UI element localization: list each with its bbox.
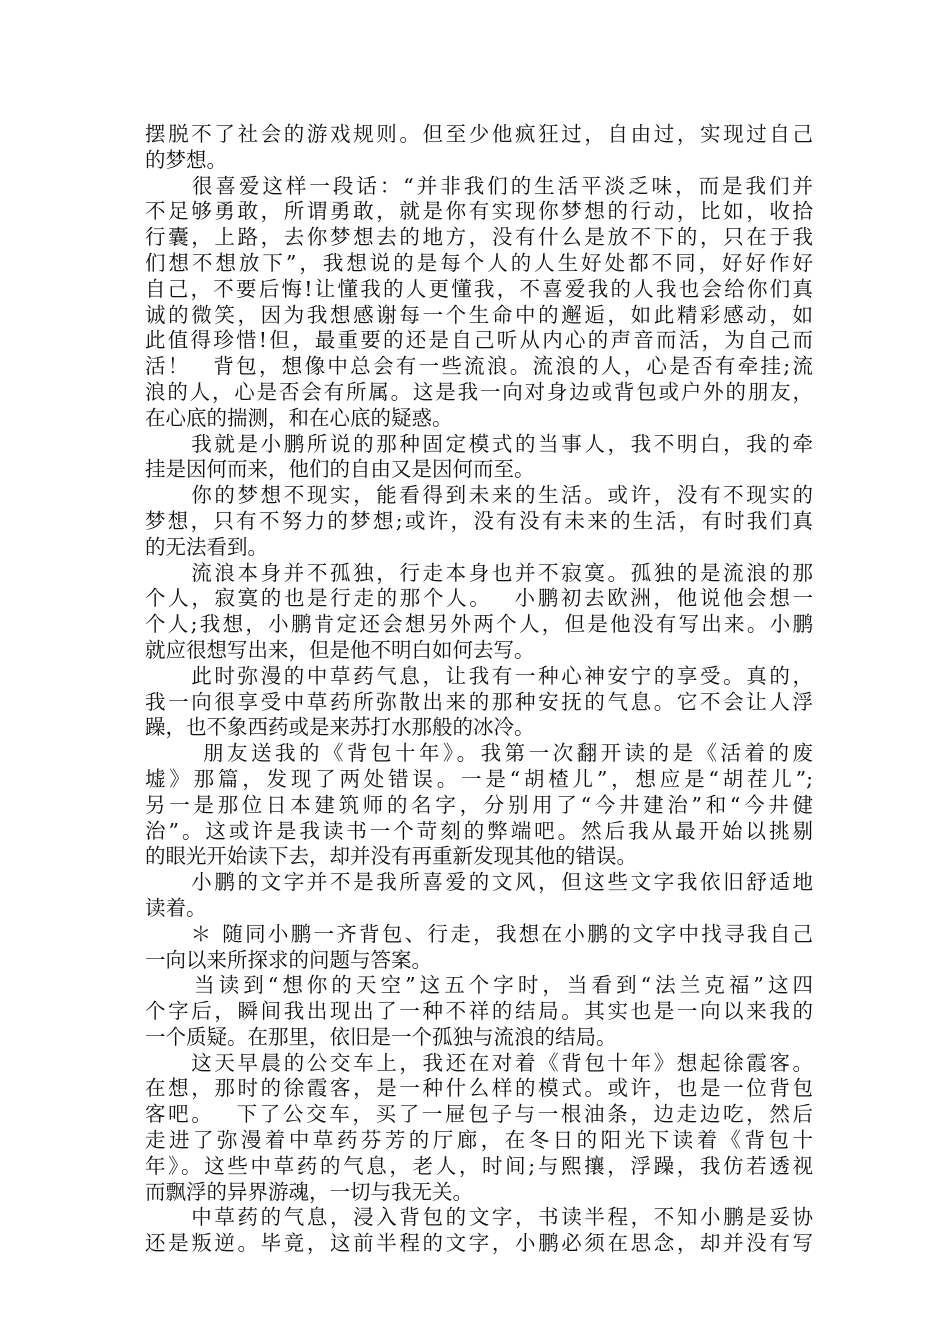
text-line: 浪的人，心是否会有所属。这是我一向对身边或背包或户外的朋友， [145,379,813,404]
text-line: 摆脱不了社会的游戏规则。但至少他疯狂过，自由过，实现过自己 [145,122,813,146]
text-line: 而飘浮的异界游魂，一切与我无关。 [145,1179,473,1204]
text-line: 小鹏的文字并不是我所喜爱的文风，但这些文字我依旧舒适地 [145,870,813,895]
text-line: 治”。这或许是我读书一个苛刻的弊端吧。然后我从最开始以挑剔 [145,818,813,843]
text-line: 个字后，瞬间我出现出了一种不祥的结局。其实也是一向以来我的 [145,999,813,1024]
text-line: 很喜爱这样一段话：“并非我们的生活平淡乏味，而是我们并 [145,173,813,198]
text-line: 在想，那时的徐霞客，是一种什么样的模式。或许，也是一位背包 [145,1076,813,1101]
text-line: 的梦想。 [145,147,227,172]
text-line: 挂是因何而来，他们的自由又是因何而至。 [145,457,535,482]
text-line: 一向以来所探求的问题与答案。 [145,947,432,972]
text-line: 不足够勇敢，所谓勇敢，就是你有实现你梦想的行动，比如，收拾 [145,199,813,224]
text-line: 的眼光开始读下去，却并没有再重新发现其他的错误。 [145,844,637,869]
text-line: 我一向很享受中草药所弥散出来的那种安抚的气息。它不会让人浮 [145,689,813,714]
text-line: 墟》那篇，发现了两处错误。一是“胡楂儿”，想应是“胡茬儿”; [145,766,813,791]
text-line: 读着。 [145,895,207,920]
text-line: 还是叛逆。毕竟，这前半程的文字，小鹏必须在思念，却并没有写 [145,1231,813,1256]
text-line: 当读到“想你的天空”这五个字时，当看到“法兰克福”这四 [145,973,813,998]
text-line: 躁，也不象西药或是来苏打水那般的冰冷。 [145,715,535,740]
text-line: 诚的微笑，因为我想感谢每一个生命中的邂逅，如此精彩感动，如 [145,302,813,327]
text-line: 此时弥漫的中草药气息，让我有一种心神安宁的享受。真的， [145,663,813,688]
text-line: 流浪本身并不孤独，行走本身也并不寂寞。孤独的是流浪的那 [145,560,813,585]
text-line: 就应很想写出来，但是他不明白如何去写。 [145,637,535,662]
text-line: ＊ 随同小鹏一齐背包、行走，我想在小鹏的文字中找寻我自己 [145,921,813,946]
text-line: 在心底的揣测，和在心底的疑惑。 [145,405,453,430]
text-line: 的无法看到。 [145,534,268,559]
text-line: 们想不想放下”，我想说的是每个人的人生好处都不同，好好作好 [145,250,813,275]
text-line: 此值得珍惜!但，最重要的还是自己听从内心的声音而活，为自己而 [145,328,813,353]
text-line: 另一是那位日本建筑师的名字，分别用了“今井建治”和“今井健 [145,792,813,817]
text-line: 年》。这些中草药的气息，老人，时间;与熙攘，浮躁，我仿若透视 [145,1153,813,1178]
text-line: 这天早晨的公交车上，我还在对着《背包十年》想起徐霞客。 [145,1050,813,1075]
text-line: 客吧。 下了公交车，买了一屉包子与一根油条，边走边吃，然后 [145,1102,813,1127]
text-line: 中草药的气息，浸入背包的文字，书读半程，不知小鹏是妥协 [145,1205,813,1230]
text-line: 梦想，只有不努力的梦想;或许，没有没有未来的生活，有时我们真 [145,508,813,533]
text-line: 我就是小鹏所说的那种固定模式的当事人，我不明白，我的牵 [145,431,813,456]
text-line: 你的梦想不现实，能看得到未来的生活。或许，没有不现实的 [145,483,813,508]
text-line: 行囊，上路，去你梦想去的地方，没有什么是放不下的，只在于我 [145,225,813,250]
document-body [145,122,813,1257]
text-line: 走进了弥漫着中草药芬芳的厅廊，在冬日的阳光下读着《背包十 [145,1128,813,1153]
text-line: 个人;我想，小鹏肯定还会想另外两个人，但是他没有写出来。小鹏 [145,612,813,637]
text-line: 一个质疑。在那里，依旧是一个孤独与流浪的结局。 [145,1024,617,1049]
text-line: 朋友送我的《背包十年》。我第一次翻开读的是《活着的废 [145,741,813,766]
text-line: 活！ 背包，想像中总会有一些流浪。流浪的人，心是否有牵挂;流 [145,354,813,379]
text-line: 个人，寂寞的也是行走的那个人。 小鹏初去欧洲，他说他会想一 [145,586,813,611]
text-line: 自己，不要后悔!让懂我的人更懂我，不喜爱我的人我也会给你们真 [145,276,813,301]
